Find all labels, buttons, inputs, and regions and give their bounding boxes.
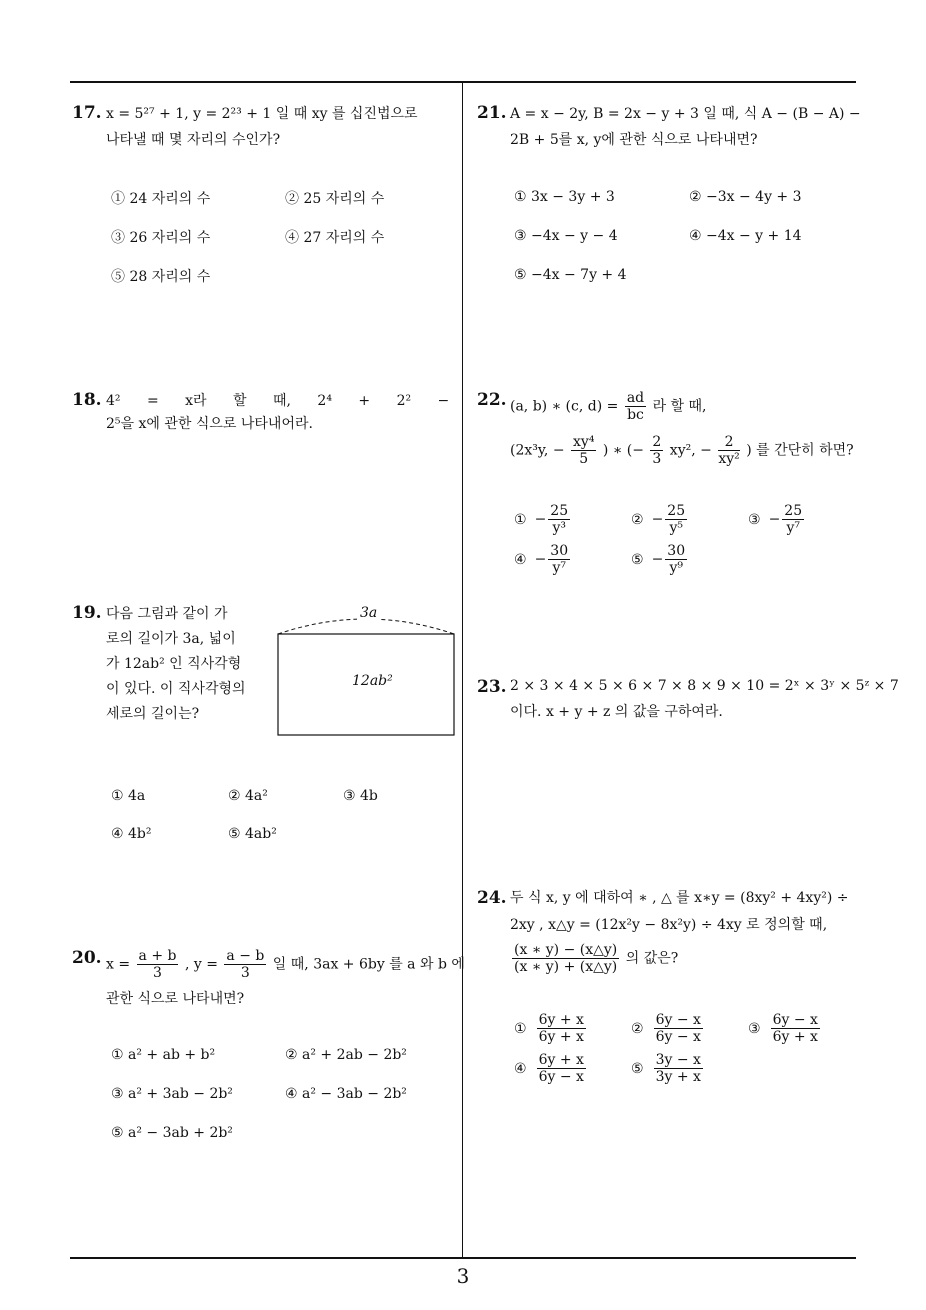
question-text-line xyxy=(106,948,465,981)
fraction: $\frac{2}{3}$ xyxy=(652,434,662,467)
top-rule xyxy=(70,81,856,83)
choice-2[interactable]: ② 25 자리의 수 xyxy=(285,191,385,207)
expr-x: x = xyxy=(106,956,131,973)
choice-4[interactable]: ④ 27 자리의 수 xyxy=(285,230,385,246)
question-text-line: 다음 그림과 같이 가 xyxy=(106,606,228,622)
choice-5[interactable]: ⑤ 28 자리의 수 xyxy=(111,269,211,285)
question-number: 17. xyxy=(72,103,102,123)
question-text-line: 나타낼 때 몇 자리의 수인가? xyxy=(106,132,281,148)
choice-2[interactable]: ② −3x − 4y + 3 xyxy=(689,189,802,205)
expr-part: xy², − xyxy=(669,442,712,459)
bottom-rule xyxy=(70,1257,856,1259)
question-number: 20. xyxy=(72,948,102,968)
fraction: $\frac{(x ∗ y) - (x\triangle y)}{(x ∗ y) + (x\triangle y)}$ xyxy=(514,942,618,975)
question-number: 18. xyxy=(72,390,102,410)
question-text-line: 가 12ab² 인 직사각형 xyxy=(106,656,242,672)
choice-4[interactable]: ④ − $\frac{30}{\text{y⁷}}$ xyxy=(514,543,569,576)
expr-rest: 의 값은? xyxy=(625,950,679,967)
expr-rest: 일 때, 3ax + 6by 를 a 와 b 에 xyxy=(272,956,465,973)
choice-4[interactable]: ④ $\frac{6y + x}{6y - x}$ xyxy=(514,1052,584,1085)
question-text-line xyxy=(510,390,707,423)
question-text-line: 2 × 3 × 4 × 5 × 6 × 7 × 8 × 9 × 10 = 2ˣ × 3ʸ × 5ᶻ × 7 xyxy=(510,678,899,694)
question-text-line: 로의 길이가 3a, 넓이 xyxy=(106,631,236,647)
choice-1[interactable]: ① − $\frac{25}{\text{y³}}$ xyxy=(514,503,569,536)
question-text-line: 두 식 x, y 에 대하여 ∗ , △ 를 x∗y = (8xy² + 4xy²) ÷ xyxy=(510,890,849,906)
choice-3[interactable]: ③ $\frac{6y - x}{6y + x}$ xyxy=(748,1012,818,1045)
expr-part: ) 를 간단히 하면? xyxy=(746,442,854,459)
question-text-line xyxy=(510,434,854,467)
expr-part: (2x³y, − xyxy=(510,442,565,459)
choice-5[interactable]: ⑤ a² − 3ab + 2b² xyxy=(111,1125,233,1141)
fraction: $\frac{ad}{bc}$ xyxy=(626,390,645,423)
question-text-line: A = x − 2y, B = 2x − y + 3 일 때, 식 A − (B − A) − xyxy=(510,106,861,122)
choice-4[interactable]: ④ 4b² xyxy=(111,826,152,842)
fraction: $\frac{\text{xy⁴}}{5}$ xyxy=(573,434,595,467)
choice-3[interactable]: ③ 26 자리의 수 xyxy=(111,230,211,246)
fraction: $\frac{a - b}{3}$ xyxy=(226,948,265,981)
fraction: $\frac{2}{\text{xy²}}$ xyxy=(718,434,740,467)
question-text-line: x = 5²⁷ + 1, y = 2²³ + 1 일 때 xy 를 십진법으로 xyxy=(106,106,418,122)
question-text-line: 2B + 5를 x, y에 관한 식으로 나타내면? xyxy=(510,132,758,148)
choice-1[interactable]: ① 3x − 3y + 3 xyxy=(514,189,615,205)
choice-5[interactable]: ⑤ −4x − 7y + 4 xyxy=(514,267,627,283)
choice-1[interactable]: ① a² + ab + b² xyxy=(111,1047,216,1063)
choice-4[interactable]: ④ a² − 3ab − 2b² xyxy=(285,1086,407,1102)
expr-y: , y = xyxy=(184,956,218,973)
figure-area-label: 12ab² xyxy=(352,673,393,689)
choice-5[interactable]: ⑤ $\frac{3y - x}{3y + x}$ xyxy=(631,1052,701,1085)
choice-3[interactable]: ③ 4b xyxy=(343,788,378,804)
question-number: 19. xyxy=(72,603,102,623)
question-number: 24. xyxy=(477,888,507,908)
question-number: 22. xyxy=(477,390,507,410)
fraction: $\frac{a + b}{3}$ xyxy=(138,948,177,981)
page-number: 3 xyxy=(456,1264,470,1288)
question-number: 23. xyxy=(477,677,507,697)
question-text-line: 세로의 길이는? xyxy=(106,706,200,722)
question-text-line: 2xy , x△y = (12x²y − 8x²y) ÷ 4xy 로 정의할 때, xyxy=(510,917,828,933)
question-text-line: 이 있다. 이 직사각형의 xyxy=(106,681,246,697)
definition-right: 라 할 때, xyxy=(652,398,707,415)
choice-3[interactable]: ③ −4x − y − 4 xyxy=(514,228,618,244)
column-divider xyxy=(462,82,463,1258)
question-text-line: 4² = x라 할 때, 2⁴ + 2² − xyxy=(106,393,450,409)
choice-1[interactable]: ① 24 자리의 수 xyxy=(111,191,211,207)
choice-2[interactable]: ② − $\frac{25}{\text{y⁵}}$ xyxy=(631,503,686,536)
choice-5[interactable]: ⑤ − $\frac{30}{\text{y⁹}}$ xyxy=(631,543,686,576)
choice-2[interactable]: ② $\frac{6y - x}{6y - x}$ xyxy=(631,1012,701,1045)
choice-3[interactable]: ③ a² + 3ab − 2b² xyxy=(111,1086,233,1102)
figure-width-label: 3a xyxy=(357,604,380,622)
choice-3[interactable]: ③ − $\frac{25}{\text{y⁷}}$ xyxy=(748,503,803,536)
choice-4[interactable]: ④ −4x − y + 14 xyxy=(689,228,802,244)
choice-1[interactable]: ① 4a xyxy=(111,788,146,804)
choice-2[interactable]: ② 4a² xyxy=(228,788,268,804)
question-text-line: 관한 식으로 나타내면? xyxy=(106,991,245,1007)
expr-part: ) ∗ (− xyxy=(602,442,644,459)
question-number: 21. xyxy=(477,103,507,123)
question-text-line xyxy=(510,942,678,975)
definition-left: (a, b) ∗ (c, d) = xyxy=(510,398,619,415)
question-text-line: 이다. x + y + z 의 값을 구하여라. xyxy=(510,704,723,720)
choice-5[interactable]: ⑤ 4ab² xyxy=(228,826,277,842)
question-text-line: 2⁵을 x에 관한 식으로 나타내어라. xyxy=(106,416,313,432)
choice-1[interactable]: ① $\frac{6y + x}{6y + x}$ xyxy=(514,1012,584,1045)
choice-2[interactable]: ② a² + 2ab − 2b² xyxy=(285,1047,407,1063)
